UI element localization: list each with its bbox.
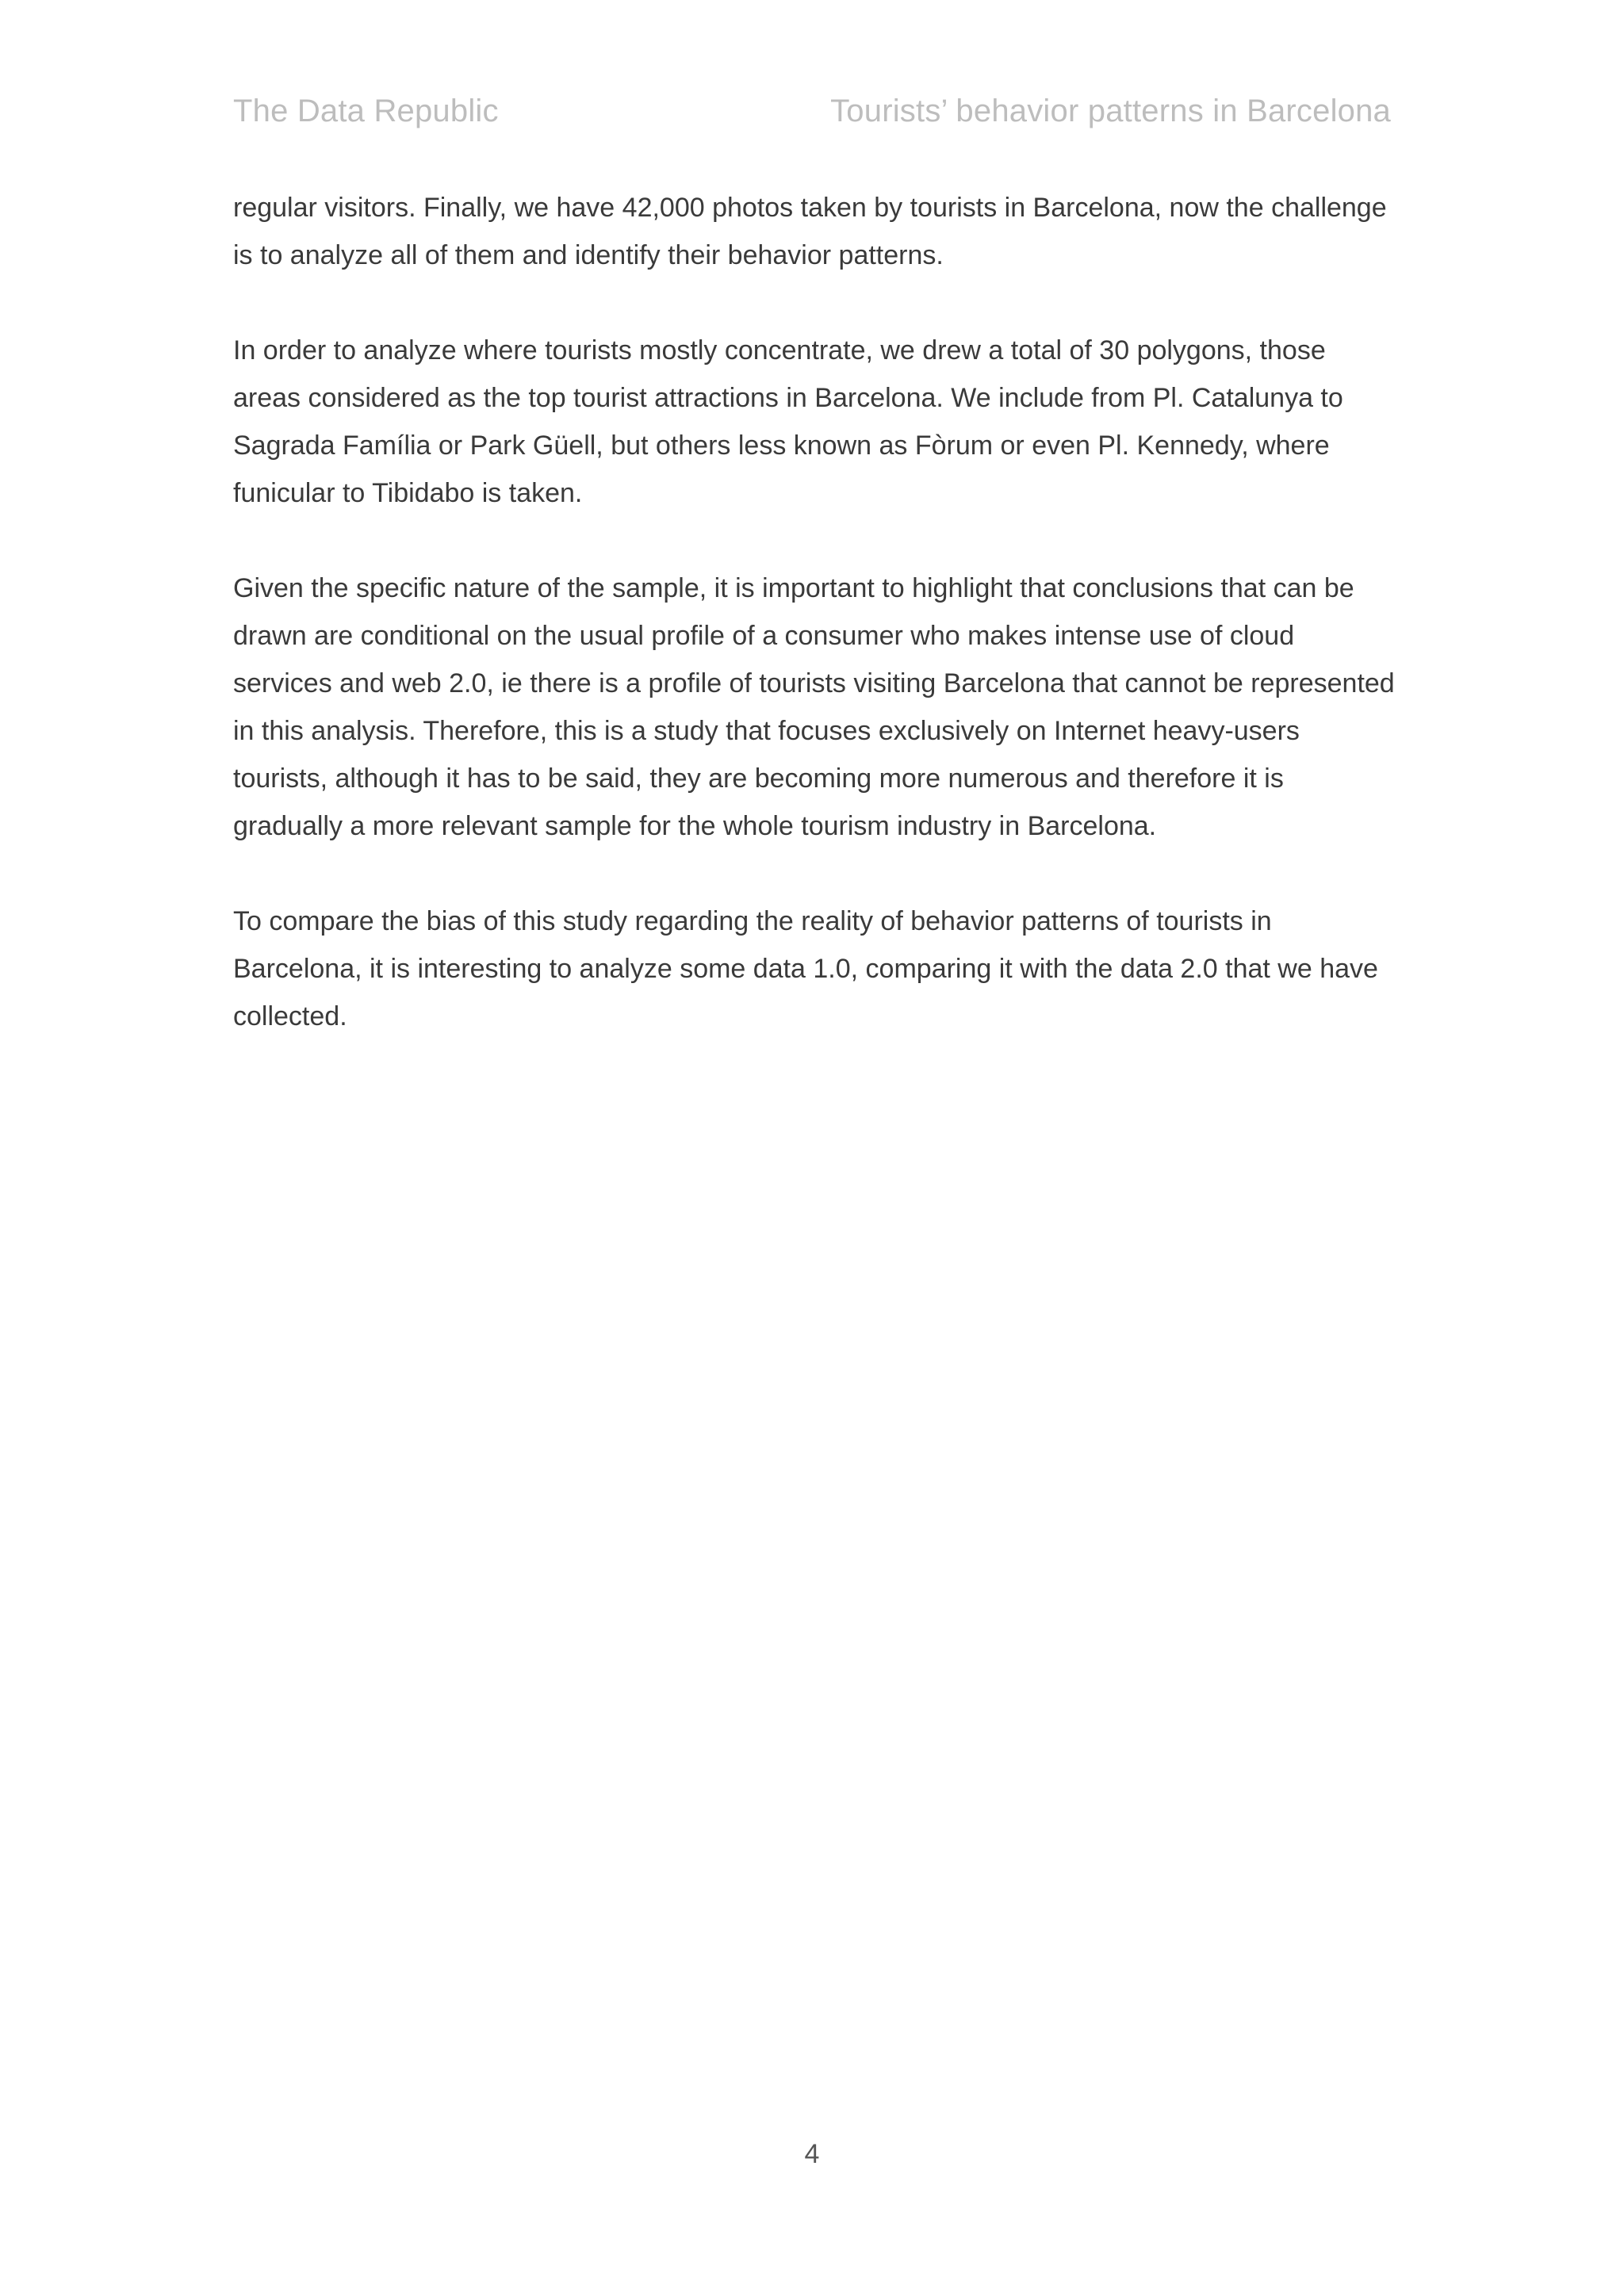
paragraph: To compare the bias of this study regarding the reality of behavior patterns of tourists in Barcelona, it is interesting to analyze some data 1.0, comparing it with the data 2.0 that we have collected. — [233, 906, 1378, 1031]
paragraph: In order to analyze where tourists mostly concentrate, we drew a total of 30 polygons, those areas considered as the top tourist attractions in Barcelona. We include from Pl. Catalunya to Sagrada Família or Park Güell, but others less known as Fòrum or even Pl. Kennedy, where funicular to Tibidabo is taken. — [233, 335, 1343, 508]
header-document-title: Tourists’ behavior patterns in Barcelona — [830, 94, 1391, 128]
running-header — [233, 94, 1391, 141]
body-text — [233, 184, 1399, 1088]
paragraph: Given the specific nature of the sample, it is important to highlight that conclusions that can be drawn are conditional on the usual profile of a consumer who makes intense use of cloud services and web 2.0, ie there is a profile of tourists visiting Barcelona that cannot be represented in this analysis. Therefore, this is a study that focuses exclusively on Internet heavy-users tourists, although it has to be said, they are becoming more numerous and therefore it is gradually a more relevant sample for the whole tourism industry in Barcelona. — [233, 573, 1395, 841]
header-publication-name: The Data Republic — [233, 94, 499, 128]
paragraph: regular visitors. Finally, we have 42,000 photos taken by tourists in Barcelona, now the challenge is to analyze all of them and identify their behavior patterns. — [233, 193, 1387, 270]
page-number: 4 — [804, 2139, 820, 2169]
